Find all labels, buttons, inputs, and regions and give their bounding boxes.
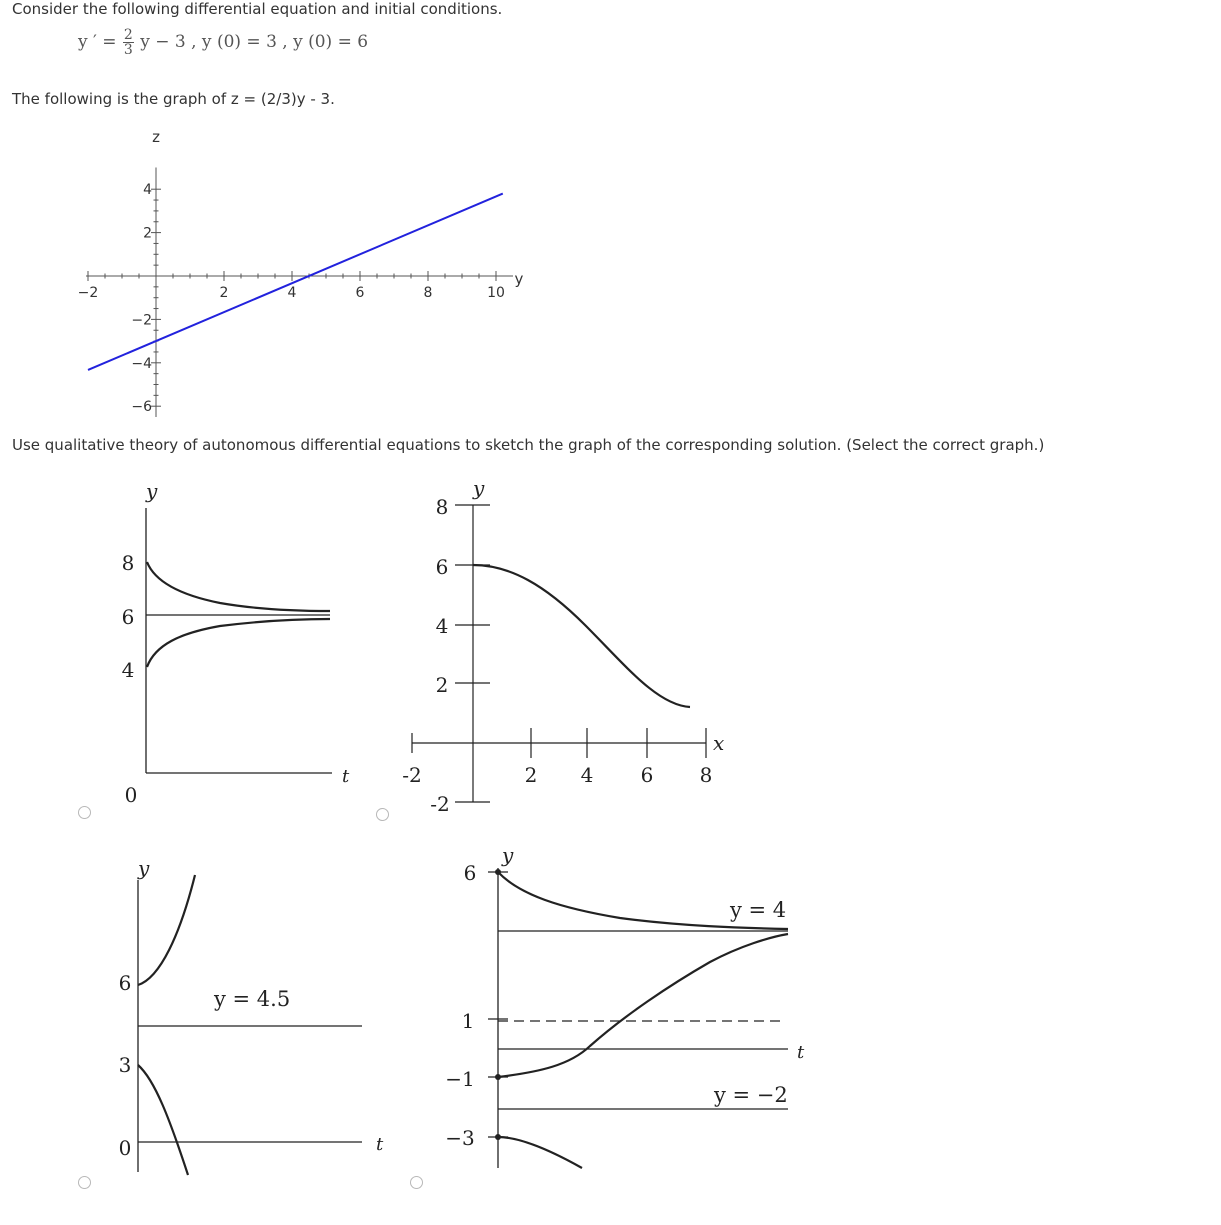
chart-x-tick-label: 4 bbox=[287, 285, 297, 301]
option-d-graph bbox=[440, 840, 820, 1180]
option-b-tick-label: 4 bbox=[580, 763, 594, 787]
option-c-upper-solution-curve bbox=[138, 875, 195, 985]
option-a-tick-label: 0 bbox=[124, 783, 138, 807]
chart-y-tick-label: −6 bbox=[131, 399, 152, 416]
option-c-t-label: t bbox=[376, 1134, 384, 1155]
option-d-tick-label: 1 bbox=[461, 1009, 475, 1033]
option-b-tick-label: -2 bbox=[402, 763, 422, 787]
equation-rest: y − 3 , y (0) = 3 , y (0) = 6 bbox=[140, 32, 369, 52]
option-a-radio[interactable] bbox=[78, 806, 91, 819]
option-d-initial-point bbox=[495, 1134, 501, 1140]
intro-text: Consider the following differential equation and initial conditions. bbox=[12, 0, 503, 18]
option-a-t-label: t bbox=[342, 766, 350, 787]
option-d-upper-line-label: y = 4 bbox=[730, 898, 787, 922]
chart-y-tick-label: −4 bbox=[131, 355, 152, 372]
equation-lhs: y ′ = bbox=[78, 32, 117, 52]
option-a-tick-label: 4 bbox=[121, 658, 135, 682]
option-c-graph bbox=[110, 850, 384, 1180]
chart-y-tick-label: 4 bbox=[143, 182, 152, 199]
question-text: Use qualitative theory of autonomous differential equations to sketch the graph of the corresponding solution. (Select the correct graph.) bbox=[12, 436, 1045, 454]
chart-x-tick-label: −2 bbox=[77, 285, 99, 301]
option-a-graph bbox=[110, 470, 360, 810]
option-d-t-label: t bbox=[797, 1042, 805, 1063]
option-c-lower-solution-curve bbox=[138, 1065, 188, 1175]
option-a-lower-solution-curve bbox=[147, 619, 330, 667]
chart-x-tick-label: 8 bbox=[423, 285, 433, 301]
option-b-tick-label: -2 bbox=[430, 792, 450, 816]
option-b-y-label: y bbox=[473, 476, 485, 500]
option-b-solution-curve bbox=[473, 565, 690, 707]
option-c-line-label: y = 4.5 bbox=[214, 987, 291, 1011]
option-b-x-label: x bbox=[713, 731, 725, 755]
option-b-tick-label: 6 bbox=[435, 555, 449, 579]
option-c-tick-label: 0 bbox=[118, 1136, 132, 1160]
equation-fraction bbox=[123, 28, 134, 57]
option-b-tick-label: 4 bbox=[435, 614, 449, 638]
option-a-tick-label: 6 bbox=[121, 605, 135, 629]
option-d-initial-point bbox=[495, 1074, 501, 1080]
option-a-upper-solution-curve bbox=[147, 562, 330, 611]
fraction-numerator: 2 bbox=[123, 27, 133, 43]
option-a-tick-label: 8 bbox=[121, 551, 135, 575]
z-line-chart bbox=[70, 120, 550, 420]
option-b-tick-label: 8 bbox=[435, 495, 449, 519]
graph-intro-text: The following is the graph of z = (2/3)y - 3. bbox=[12, 90, 335, 108]
differential-equation bbox=[78, 28, 368, 57]
option-d-y-label: y bbox=[502, 843, 514, 867]
option-d-tick-label: −3 bbox=[445, 1126, 475, 1150]
fraction-denominator: 3 bbox=[123, 42, 133, 58]
option-b-radio[interactable] bbox=[376, 808, 389, 821]
option-d-lower-line-label: y = −2 bbox=[714, 1083, 788, 1107]
chart-x-axis-label: y bbox=[514, 270, 524, 288]
chart-x-tick-label: 2 bbox=[219, 285, 229, 301]
option-d-lower-solution-curve bbox=[498, 1137, 582, 1168]
option-b-tick-label: 6 bbox=[640, 763, 654, 787]
option-b-tick-label: 2 bbox=[524, 763, 538, 787]
option-c-tick-label: 6 bbox=[118, 971, 132, 995]
option-d-tick-label: 6 bbox=[463, 861, 477, 885]
option-c-radio[interactable] bbox=[78, 1176, 91, 1189]
option-b-tick-label: 8 bbox=[699, 763, 713, 787]
chart-y-tick-label: 2 bbox=[143, 225, 152, 242]
option-b-tick-label: 2 bbox=[435, 673, 449, 697]
chart-x-tick-label: 10 bbox=[487, 285, 505, 301]
chart-y-tick-label: −2 bbox=[131, 312, 152, 329]
option-d-middle-solution-curve bbox=[498, 934, 788, 1077]
option-d-initial-point bbox=[495, 869, 501, 875]
option-b-graph bbox=[395, 470, 775, 820]
option-d-radio[interactable] bbox=[410, 1176, 423, 1189]
chart-x-tick-label: 6 bbox=[355, 285, 365, 301]
option-d-tick-label: −1 bbox=[445, 1067, 475, 1091]
option-a-y-label: y bbox=[146, 479, 158, 503]
chart-series-line bbox=[88, 194, 503, 370]
option-c-tick-label: 3 bbox=[118, 1053, 132, 1077]
option-c-y-label: y bbox=[138, 856, 150, 880]
chart-y-axis-label: z bbox=[152, 128, 160, 146]
